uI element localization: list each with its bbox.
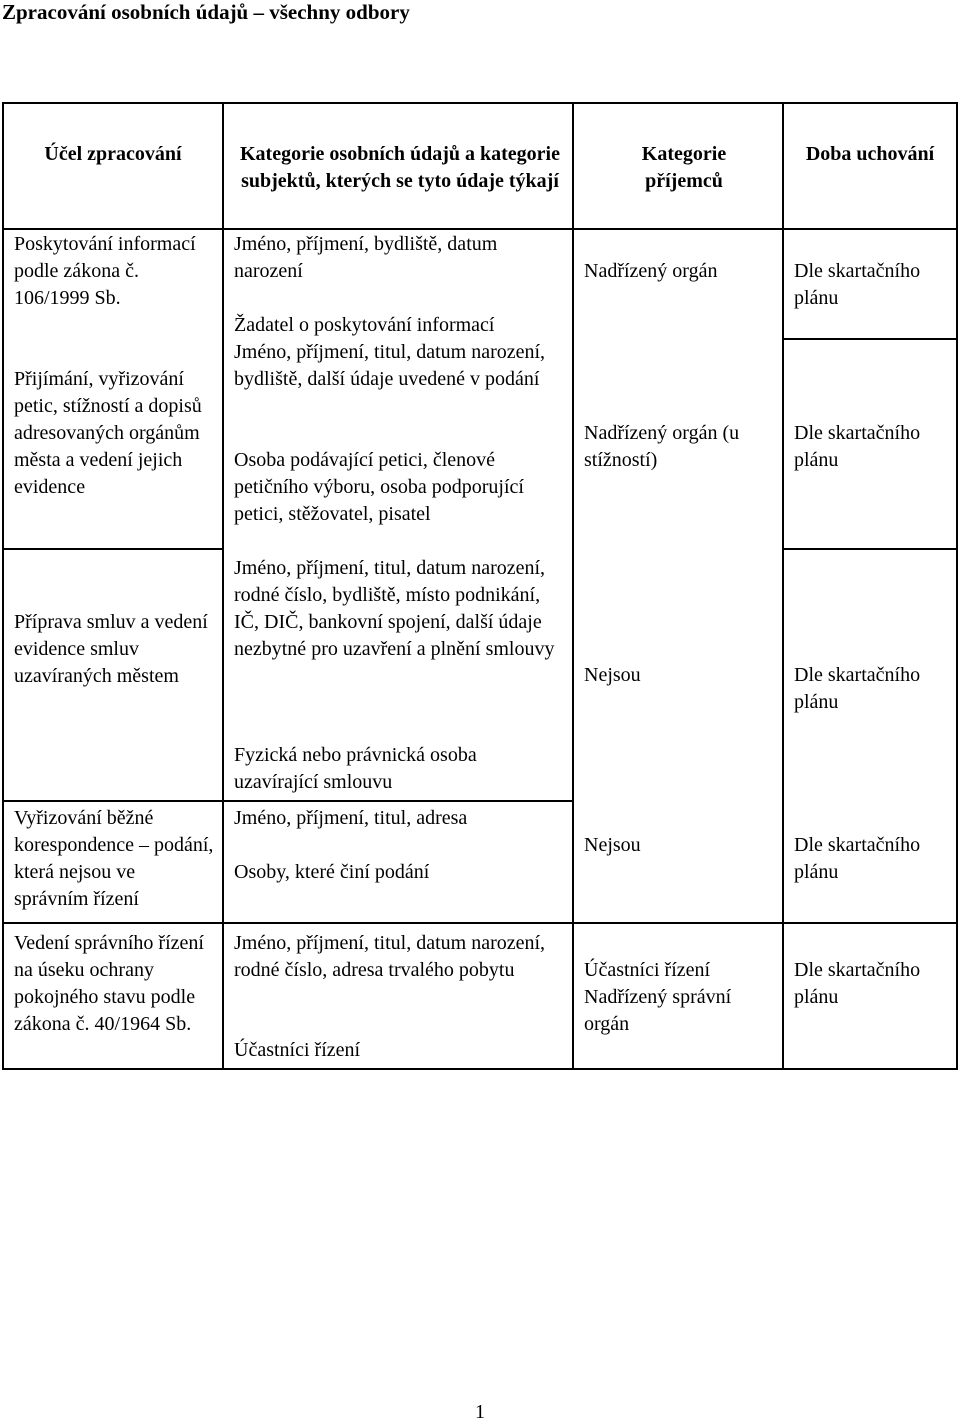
row-divider <box>4 548 222 550</box>
table-cell-data: Jméno, příjmení, bydliště, datum narození <box>234 233 498 282</box>
row-divider <box>574 922 782 924</box>
table-cell-data: Jméno, příjmení, titul, datum narození, rodné číslo, adresa trvalého pobytu <box>234 932 546 981</box>
table-cell-recipients: Nejsou <box>584 664 641 686</box>
row-divider <box>784 338 956 340</box>
table-cell-data: Jméno, příjmení, titul, datum narození, rodné číslo, bydliště, místo podnikání, IČ, DIČ, bankovní spojení, další údaje nezbytné pro uzavření a plnění smlouvy <box>234 557 555 660</box>
table-cell-purpose: Přijímání, vyřizování petic, stížností a dopisů adresovaných orgánům města a vedení jejich evidence <box>14 368 202 498</box>
table-cell-recipients: Účastníci řízení Nadřízený správní orgán <box>584 959 732 1035</box>
table-cell-retention: Dle skartačního plánu <box>794 664 921 713</box>
row-divider <box>4 922 222 924</box>
table-cell-retention: Dle skartačního plánu <box>794 422 921 471</box>
table-cell-subjects: Účastníci řízení <box>234 1039 361 1061</box>
row-divider <box>224 922 572 924</box>
header-recipients: Kategorie příjemců <box>641 143 727 192</box>
table-cell-purpose: Vyřizování běžné korespondence – podání, která nejsou ve správním řízení <box>14 807 214 910</box>
header-data-categories: Kategorie osobních údajů a kategorie subjektů, kterých se tyto údaje týkají <box>240 143 560 192</box>
table-cell-purpose: Vedení správního řízení na úseku ochrany pokojného stavu podle zákona č. 40/1964 Sb. <box>14 932 204 1035</box>
header-retention: Doba uchování <box>805 143 935 165</box>
table-cell-recipients: Nadřízený orgán <box>584 260 718 282</box>
table-cell-data: Jméno, příjmení, titul, adresa <box>234 807 468 829</box>
table-cell-retention: Dle skartačního plánu <box>794 959 921 1008</box>
row-divider <box>784 922 956 924</box>
page-number: 1 <box>475 1401 485 1423</box>
document-title: Zpracování osobních údajů – všechny odbory <box>2 0 410 24</box>
row-divider <box>224 228 572 230</box>
table-cell-purpose: Příprava smluv a vedení evidence smluv uzavíraných městem <box>14 611 208 687</box>
table-cell-purpose: Poskytování informací podle zákona č. 106/1999 Sb. <box>14 233 196 309</box>
header-purpose: Účel zpracování <box>44 143 182 165</box>
row-divider <box>784 548 956 550</box>
table-cell-data: Jméno, příjmení, titul, datum narození, bydliště, další údaje uvedené v podání <box>234 341 546 390</box>
row-divider <box>574 228 782 230</box>
table-cell-subjects: Osoba podávající petici, členové petičního výboru, osoba podporující petici, stěžovatel, pisatel <box>234 449 524 525</box>
row-divider <box>224 800 572 802</box>
table-cell-retention: Dle skartačního plánu <box>794 260 921 309</box>
row-divider <box>4 800 222 802</box>
table-cell-subjects: Fyzická nebo právnická osoba uzavírající smlouvu <box>234 744 477 793</box>
table-cell-retention: Dle skartačního plánu <box>794 834 921 883</box>
row-divider <box>784 228 956 230</box>
table-cell-recipients: Nejsou <box>584 834 641 856</box>
row-divider <box>4 228 222 230</box>
table-cell-subjects: Žadatel o poskytování informací <box>234 314 495 336</box>
table-cell-subjects: Osoby, které činí podání <box>234 861 430 883</box>
table-cell-recipients: Nadřízený orgán (u stížností) <box>584 422 740 471</box>
